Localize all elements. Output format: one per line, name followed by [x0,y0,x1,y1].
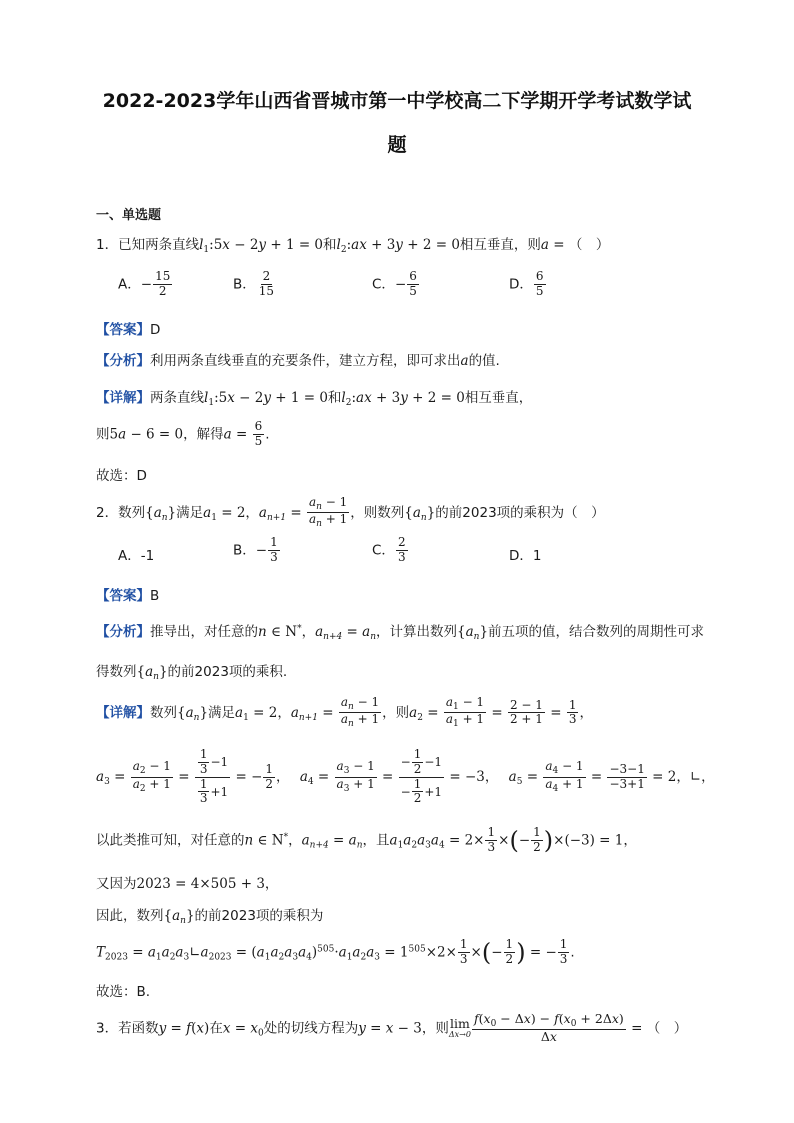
q2-answer: 【答案】B [96,588,160,604]
doc-title-line2: 题 [387,134,407,156]
doc-title-line1: 2022-2023学年山西省晋城市第一中学校高二下学期开学考试数学试 [102,90,692,112]
q2-option-a: A．-1 [118,548,155,564]
q2-induction: 以此类推可知，对任意的n ∈ N*，$a_{n+4} = a_n$，且$a_1a_2a_3a_4 = 2\times$ $\frac{1}{3}$ ×(− $\frac{1}{2}$ )×(−3) = 1， [96,825,637,855]
q2-analysis-line2: 得数列$\{a_n\}$的前2023项的乘积. [96,664,288,682]
q1-option-a: A．− $\frac{15}{2}$ [118,269,171,298]
q3-stem: 3．若函数y = f(x)在$x = x_0$处的切线方程为y = x − 3，则 lim Δx→0 $\frac{f(x_0 - \Delta x) - f(x_0 + 2\Delta x)}{\Delta x}$ = （ ） [96,1011,688,1045]
q1-option-d: D． $\frac{6}{5}$ [509,269,544,298]
q2-detail-line2: $a_3$ = $\frac{a_2 - 1}{a_2 + 1}$ = $\frac{1}{3}$ −1 $\frac{1}{3}$ +1 = − $\frac{1}{2}$ ， $a_4$ = $\frac{a_3 - 1}{a_3 + 1}$ = − $\frac{1}{2}$ −1 − $\frac{1}{2}$ +1 = −3， $a_5$ = $\frac{a_4 - 1}{a_4 + 1}$ = $\frac{-3-1}{-3+1}$ = 2，∟， [96,747,715,806]
q2-product: $T_{2023}$ = $a_1a_2a_3∟a_{2023} = (a_1a_2a_3a_4)^{505}\cdot a_1a_2a_3 = 1^{505}\times 2\times$ $\frac{1}{3}$ ×(− $\frac{1}{2}$ ) = − $\frac{1}{3}$ . [96,937,575,967]
q1-option-c: C．− $\frac{6}{5}$ [372,269,417,298]
q2-choose: 故选：B. [96,984,151,1000]
q1-choose: 故选：D [96,468,147,484]
q2-detail: 【详解】数列$\{a_n\}$满足$a_1 = 2$，$a_{n+1}$ = $\frac{a_n - 1}{a_n + 1}$ ，则$a_2$ = $\frac{a_1 - 1}{a_1 + 1}$ = $\frac{2 - 1}{2 + 1}$ = $\frac{1}{3}$ ， [96,695,593,730]
q1-detail-line2: 则5a − 6 = 0，解得a = $\frac{6}{5}$ . [96,419,270,448]
q1-answer: 【答案】D [96,322,161,338]
q2-option-c: C． $\frac{2}{3}$ [372,535,406,564]
q2-therefore: 因此，数列$\{a_n\}$的前2023项的乘积为 [96,908,324,926]
q2-option-d: D．1 [509,548,542,564]
q2-stem: 2．数列$\{a_n\}$满足$a_1 = 2$，$a_{n+1}$ = $\frac{a_n - 1}{a_n + 1}$ ，则数列$\{a_n\}$的前2023项的乘积为（ ） [96,495,605,530]
q1-stem: 1．已知两条直线$l_1:5x - 2y + 1 = 0$和$l_2:ax + 3y + 2 = 0$相互垂直，则a = （ ） [96,237,610,255]
q2-because: 又因为2023 = 4×505 + 3， [96,876,279,892]
q2-option-b: B．− $\frac{1}{3}$ [233,535,278,564]
q1-option-b: B． $\frac{2}{15}$ [233,269,275,298]
section-heading: 一、单选题 [96,208,162,223]
q1-analysis: 【分析】利用两条直线垂直的充要条件，建立方程，即可求出a的值. [96,353,500,369]
q2-analysis: 【分析】推导出，对任意的n ∈ N*，$a_{n+4} = a_n$，计算出数列$\{a_n\}$前五项的值，结合数列的周期性可求 [96,624,705,642]
q1-detail: 【详解】两条直线$l_1:5x - 2y + 1 = 0$和$l_2:ax + 3y + 2 = 0$相互垂直， [96,390,533,408]
